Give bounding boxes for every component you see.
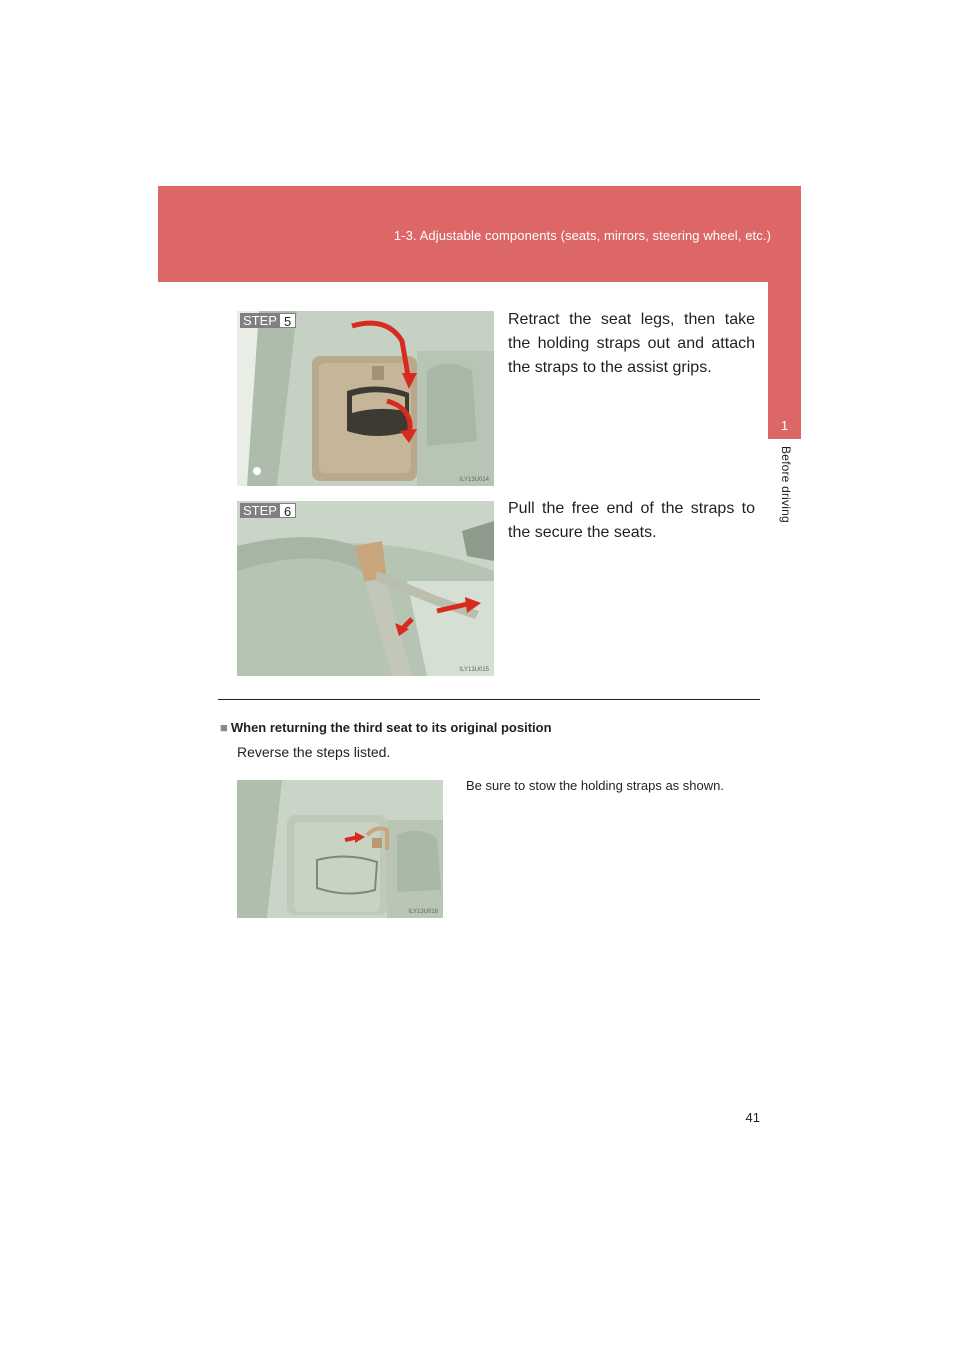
step-5-image bbox=[237, 311, 494, 486]
stowed-strap-illustration bbox=[237, 780, 443, 918]
section-title: 1-3. Adjustable components (seats, mirrors, steering wheel, etc.) bbox=[393, 228, 771, 243]
chapter-tab[interactable] bbox=[768, 282, 801, 439]
strap-illustration bbox=[237, 501, 494, 676]
step-6-image bbox=[237, 501, 494, 676]
section-divider bbox=[218, 699, 760, 700]
note-heading bbox=[220, 720, 552, 735]
image-code: ILY13U015 bbox=[459, 667, 489, 673]
note-body: Reverse the steps listed. bbox=[237, 744, 391, 760]
image-code: ILY13U014 bbox=[459, 477, 489, 483]
step-6-badge bbox=[240, 503, 296, 518]
image-code: ILY13U016 bbox=[408, 909, 438, 915]
note-heading-text: When returning the third seat to its original position bbox=[230, 720, 552, 735]
step-5-text: Retract the seat legs, then take the holding straps out and attach the straps to the assist grips. bbox=[508, 311, 755, 376]
step-label: STEP bbox=[240, 313, 280, 328]
step-number: 5 bbox=[280, 313, 296, 328]
note-image bbox=[237, 780, 443, 918]
chapter-number: 1 bbox=[780, 418, 789, 433]
step-5-badge bbox=[240, 313, 296, 328]
chapter-label: Before driving bbox=[779, 446, 793, 523]
step-number: 6 bbox=[280, 503, 296, 518]
square-bullet-icon: ■ bbox=[220, 720, 228, 735]
step-6-text: Pull the free end of the straps to the secure the seats. bbox=[508, 500, 755, 541]
header-band bbox=[158, 186, 801, 282]
note-caption: Be sure to stow the holding straps as shown. bbox=[466, 778, 724, 793]
step-label: STEP bbox=[240, 503, 280, 518]
seat-legs-illustration bbox=[237, 311, 494, 486]
page-number: 41 bbox=[745, 1110, 760, 1125]
